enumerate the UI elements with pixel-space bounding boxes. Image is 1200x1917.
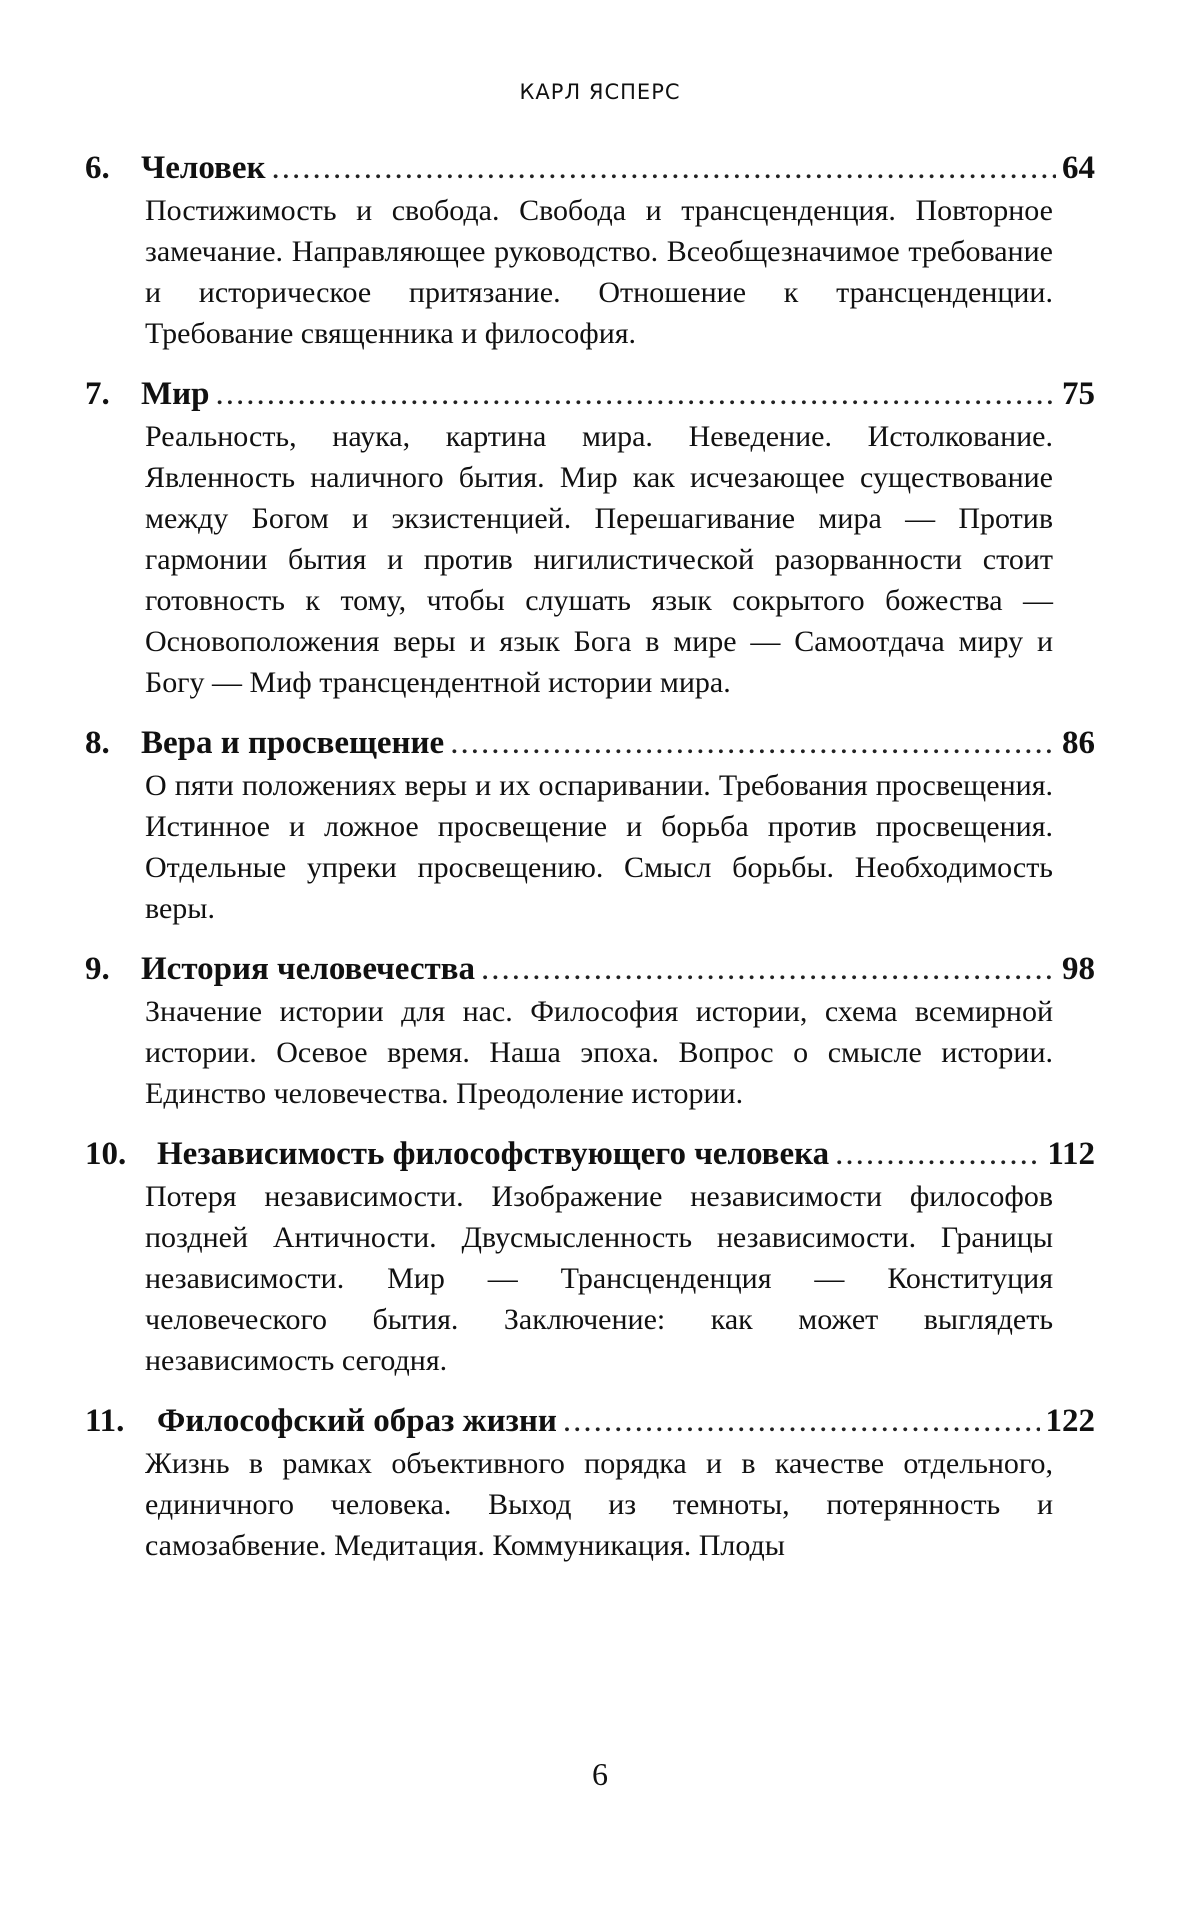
chapter-page: 98 [1062, 951, 1095, 987]
chapter-number: 10. [85, 1136, 127, 1172]
chapter-number: 7. [85, 376, 110, 412]
dot-leader [450, 721, 1056, 765]
chapter-title: Вера и просвещение [141, 725, 445, 761]
chapter-title: Мир [141, 376, 210, 412]
chapter-page: 75 [1062, 376, 1095, 412]
chapter-description: Жизнь в рамках объективного порядка и в качестве отдельного, единичного человека. Выход из темноты, потерянность и самозабвение. Медитация. Коммуникация. Плоды [145, 1447, 1053, 1562]
chapter-title: История человечества [141, 951, 475, 987]
chapter-description: О пяти положениях веры и их оспаривании. Требования просвещения. Истинное и ложное просвещение и борьба против просвещения. Отдельные упреки просвещению. Смысл борьбы. Необходимость веры. [145, 769, 1053, 925]
chapter-number: 11. [85, 1403, 125, 1439]
chapter-description: Постижимость и свобода. Свобода и трансценденция. Повторное замечание. Направляющее руководство. Всеобщезначимое требование и историческое притязание. Отношение к трансценденции. Требование священника и философия. [145, 194, 1053, 350]
toc-entry-heading [85, 372, 1095, 416]
running-head: КАРЛ ЯСПЕРС [519, 80, 681, 104]
chapter-number: 6. [85, 150, 110, 186]
chapter-page: 64 [1062, 150, 1095, 186]
dot-leader [563, 1399, 1040, 1443]
chapter-description: Потеря независимости. Изображение независимости философов поздней Античности. Двусмысленность независимости. Границы независимости. Мир — Трансценденция — Конституция человеческого бытия. Заключение: как может выглядеть независимость сегодня. [145, 1180, 1053, 1377]
toc-entry-heading [85, 947, 1095, 991]
toc-entry-heading [85, 146, 1095, 190]
toc-entry-10 [85, 1132, 1095, 1381]
dot-leader [481, 947, 1056, 991]
toc-entry-11 [85, 1399, 1095, 1566]
dot-leader [835, 1132, 1041, 1176]
chapter-page: 122 [1045, 1403, 1095, 1439]
chapter-title: Человек [141, 150, 266, 186]
toc-entry-9 [85, 947, 1095, 1114]
toc-entry-8 [85, 721, 1095, 929]
toc-entry-7 [85, 372, 1095, 703]
table-of-contents [85, 146, 1095, 1584]
chapter-number: 9. [85, 951, 110, 987]
toc-entry-heading [85, 721, 1095, 765]
dot-leader [216, 372, 1056, 416]
chapter-title: Философский образ жизни [157, 1403, 557, 1439]
chapter-description: Реальность, наука, картина мира. Неведение. Истолкование. Явленность наличного бытия. Мир как исчезающее существование между Богом и экзистенцией. Перешагивание мира — Против гармонии бытия и против нигилистической разорванности стоит готовность к тому, чтобы слушать язык сокрытого божества — Основоположения веры и язык Бога в мире — Самоотдача миру и Богу — Миф трансцендентной истории мира. [145, 420, 1053, 699]
chapter-page: 86 [1062, 725, 1095, 761]
toc-entry-6 [85, 146, 1095, 354]
toc-entry-heading [85, 1399, 1095, 1443]
page-number: 6 [592, 1756, 608, 1792]
chapter-page: 112 [1047, 1136, 1095, 1172]
toc-entry-heading [85, 1132, 1095, 1176]
chapter-title: Независимость философствующего человека [157, 1136, 830, 1172]
chapter-description: Значение истории для нас. Философия истории, схема всемирной истории. Осевое время. Наша эпоха. Вопрос о смысле истории. Единство человечества. Преодоление истории. [145, 995, 1053, 1110]
dot-leader [272, 146, 1056, 190]
chapter-number: 8. [85, 725, 110, 761]
